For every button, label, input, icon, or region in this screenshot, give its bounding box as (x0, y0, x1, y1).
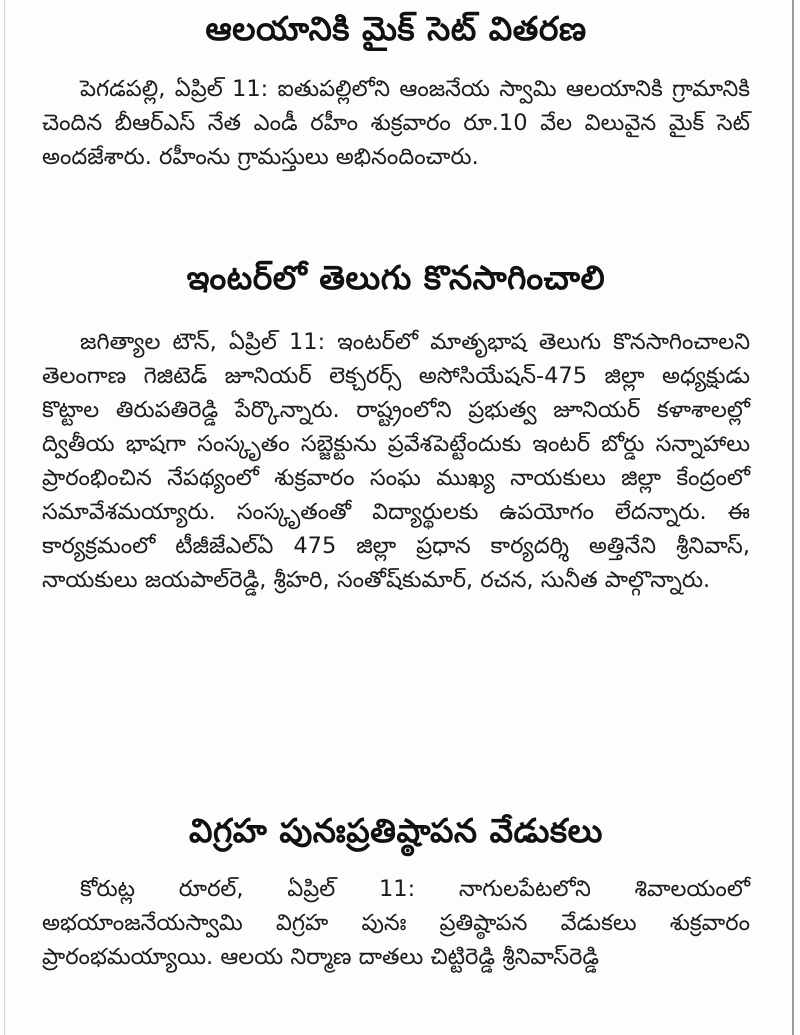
article-idol-reinstallation (42, 808, 750, 974)
article-headline: ఆలయానికి మైక్ సెట్ వితరణ (205, 9, 587, 48)
column-divider-rule (792, 0, 794, 1035)
article-mike-set-donation (42, 6, 750, 174)
article-body: పెగడపల్లి, ఏప్రిల్ 11: ఐతుపల్లిలోని ఆంజనేయ స్వామి ఆలయానికి గ్రామానికి చెందిన బీఆర్ఎస్ నేత ఎండీ రహీం శుక్రవారం రూ.10 వేల విలువైన మైక్ సెట్ అందజేశారు. రహీంను గ్రామస్తులు అభినందించారు. (42, 76, 750, 170)
article-telugu-in-inter (42, 255, 750, 597)
article-headline: ఇంటర్‌లో తెలుగు కొనసాగించాలి (186, 258, 606, 297)
article-body: జగిత్యాల టౌన్, ఏప్రిల్ 11: ఇంటర్‌లో మాతృభాష తెలుగు కొనసాగించాలని తెలంగాణ గెజిటెడ్ జూనియర్ లెక్చరర్స్ అసోసియేషన్-475 జిల్లా అధ్యక్షుడు కొట్టాల తిరుపతిరెడ్డి పేర్కొన్నారు. రాష్ట్రంలోని ప్రభుత్వ జూనియర్ కళాశాలల్లో ద్వితీయ భాషగా సంస్కృతం సబ్జెక్టును ప్రవేశపెట్టేందుకు ఇంటర్ బోర్డు సన్నాహాలు ప్రారంభించిన నేపథ్యంలో శుక్రవారం సంఘ ముఖ్య నాయకులు జిల్లా కేంద్రంలో సమావేశమయ్యారు. సంస్కృతంతో విద్యార్థులకు ఉపయోగం లేదన్నారు. ఈ కార్యక్రమంలో టీజీజేఎల్ఏ 475 జిల్లా ప్రధాన కార్యదర్శి అత్తినేని శ్రీనివాస్, నాయకులు జయపాల్‌రెడ్డి, శ్రీహరి, సంతోష్‌కుమార్, రచన, సునీత పాల్గొన్నారు. (42, 329, 750, 593)
article-headline: విగ్రహ పునఃప్రతిష్ఠాపన వేడుకలు (189, 811, 603, 850)
left-edge-rule (4, 0, 5, 1035)
article-body: కోరుట్ల రూరల్, ఏప్రిల్ 11: నాగులపేటలోని శివాలయంలో అభయాంజనేయస్వామి విగ్రహ పునః ప్రతిష్ఠాపన వేడుకలు శుక్రవారం ప్రారంభమయ్యాయి. ఆలయ నిర్మాణ దాతలు చిట్టిరెడ్డి శ్రీనివాస్‌రెడ్డి (42, 876, 750, 970)
